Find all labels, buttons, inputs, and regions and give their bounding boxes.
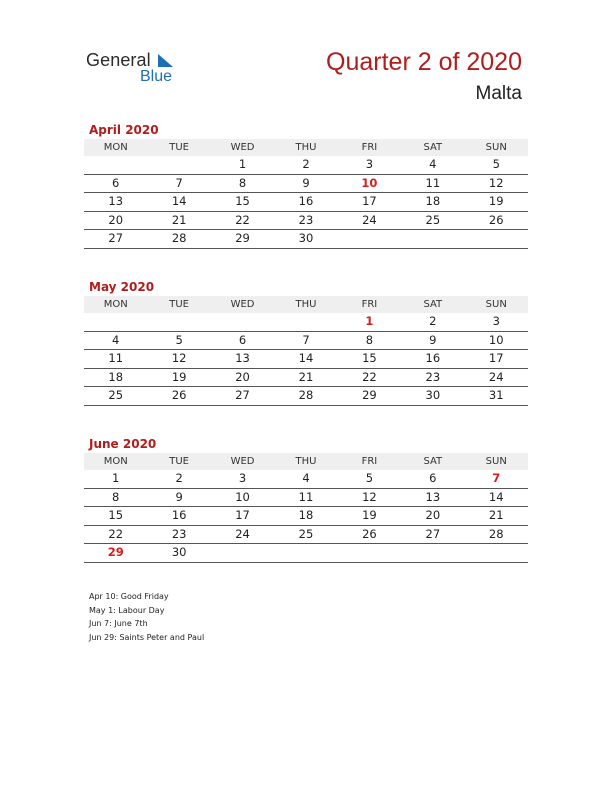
weekday-label: SAT [423,142,443,153]
day-cell: 27 [108,231,124,245]
holiday-day-cell: 29 [107,545,124,559]
page-title: Quarter 2 of 2020 [326,48,522,76]
day-cell: 29 [235,231,250,245]
week-row [84,332,528,351]
day-cell: 27 [425,526,441,541]
day-cell: 17 [488,351,504,365]
weekday-label: FRI [361,142,378,153]
weekday-label: SAT [423,456,443,467]
weekday-label: TUE [169,299,189,310]
day-cell: 14 [298,351,314,365]
weekday-label: SUN [485,142,507,153]
logo-general-text: General [86,50,151,70]
week-row [84,175,528,194]
day-cell [147,156,210,174]
weekday-label: TUE [169,456,189,467]
day-cell: 15 [108,508,124,522]
day-cell: 8 [238,175,247,190]
week-row [84,507,528,526]
day-cell: 27 [235,388,250,402]
day-cell: 15 [235,194,250,208]
day-cell: 23 [425,369,441,384]
day-cell: 6 [429,471,437,485]
weekday-label: THU [295,142,317,153]
day-cell: 29 [362,388,377,402]
day-cell: 21 [171,212,187,227]
day-cell: 26 [362,526,377,541]
day-cell: 31 [488,388,504,402]
weekday-label: SAT [423,299,443,310]
day-cell: 12 [171,351,187,365]
day-cell [211,544,274,562]
holiday-note: Jun 7: June 7th [89,619,148,628]
day-cell: 11 [108,351,124,365]
weekday-label: SUN [485,456,507,467]
weekday-label: THU [295,299,317,310]
week-row [84,313,528,332]
day-cell: 18 [108,369,124,384]
day-cell: 13 [425,489,441,504]
day-cell [465,544,528,562]
day-cell: 3 [492,314,500,328]
day-cell: 18 [298,508,314,522]
day-cell: 10 [488,332,504,347]
logo-triangle-icon [156,52,174,68]
day-cell: 24 [362,212,377,227]
week-row [84,193,528,212]
day-cell: 30 [425,388,441,402]
day-cell: 2 [429,314,437,328]
holiday-notes [89,590,204,644]
day-cell: 6 [238,332,247,347]
day-cell [338,544,401,562]
day-cell: 11 [298,489,314,504]
day-cell: 21 [488,508,504,522]
day-cell: 14 [488,489,504,504]
day-cell [465,230,528,248]
day-cell: 28 [298,388,314,402]
day-cell: 26 [488,212,504,227]
day-cell: 2 [302,157,310,171]
day-cell [274,544,337,562]
weekday-label: MON [103,299,128,310]
logo-blue-text: Blue [140,68,173,85]
weekday-label: WED [230,456,255,467]
weekday-label: MON [103,456,128,467]
day-cell: 18 [425,194,441,208]
month-title: May 2020 [89,280,155,294]
day-cell: 25 [298,526,314,541]
day-cell: 13 [108,194,124,208]
day-cell: 5 [492,157,500,171]
weekday-label: FRI [361,456,378,467]
weekday-label: MON [103,142,128,153]
day-cell: 5 [175,332,183,347]
day-cell: 24 [488,369,504,384]
day-cell: 8 [112,489,120,504]
month-calendar [84,122,528,249]
day-cell [401,544,464,562]
day-cell: 20 [425,508,441,522]
weekday-label: WED [230,299,255,310]
day-cell: 4 [429,157,437,171]
day-cell: 30 [171,545,187,559]
month-calendar [84,436,528,563]
holiday-note: May 1: Labour Day [89,605,165,615]
week-row [84,350,528,369]
day-cell: 23 [298,212,314,227]
day-cell: 28 [488,526,504,541]
day-cell: 15 [362,351,377,365]
day-cell: 10 [235,489,250,504]
day-cell: 14 [171,194,187,208]
day-cell: 20 [235,369,250,384]
month-title: June 2020 [89,437,157,451]
day-cell: 17 [235,508,250,522]
day-cell: 22 [362,369,377,384]
month-title: April 2020 [89,123,159,137]
day-cell: 16 [298,194,314,208]
day-cell: 20 [108,212,124,227]
country-name: Malta [475,83,522,104]
day-cell: 26 [171,388,187,402]
weekday-label: SUN [485,299,507,310]
day-cell: 16 [171,508,187,522]
weekday-header-row [84,139,528,156]
day-cell: 23 [171,526,187,541]
day-cell: 21 [298,369,314,384]
day-cell: 19 [362,508,377,522]
holiday-day-cell: 7 [492,471,501,485]
weekday-label: TUE [169,142,189,153]
day-cell: 4 [112,332,120,347]
day-cell: 9 [302,175,310,190]
day-cell: 19 [488,194,504,208]
week-row [84,387,528,406]
day-cell: 9 [429,332,437,347]
day-cell: 25 [108,388,124,402]
day-cell: 3 [238,471,247,485]
day-cell: 25 [425,212,441,227]
day-cell: 13 [235,351,250,365]
day-cell [274,313,337,331]
day-cell: 5 [365,471,374,485]
day-cell [211,313,274,331]
holiday-day-cell: 1 [365,314,374,328]
day-cell: 30 [298,231,314,245]
day-cell [401,230,464,248]
week-row [84,544,528,563]
day-cell [147,313,210,331]
week-row [84,230,528,249]
weekday-label: FRI [361,299,378,310]
day-cell: 16 [425,351,441,365]
day-cell: 12 [488,175,504,190]
day-cell: 4 [302,471,310,485]
day-cell: 2 [175,471,183,485]
week-row [84,212,528,231]
day-cell: 8 [365,332,374,347]
day-cell: 1 [112,471,120,485]
weekday-header-row [84,296,528,313]
week-row [84,470,528,489]
week-row [84,369,528,388]
logo [86,50,186,90]
day-cell: 7 [302,332,310,347]
weekday-header-row [84,453,528,470]
week-row [84,156,528,175]
weekday-label: THU [295,456,317,467]
day-cell: 12 [362,489,377,504]
holiday-note: Apr 10: Good Friday [89,592,169,601]
holiday-day-cell: 10 [361,175,378,190]
day-cell: 6 [112,175,120,190]
month-calendar [84,279,528,406]
day-cell [84,313,147,331]
weekday-label: WED [230,142,255,153]
holiday-note: Jun 29: Saints Peter and Paul [89,632,205,642]
day-cell: 1 [238,157,247,171]
week-row [84,489,528,508]
day-cell [84,156,147,174]
day-cell: 28 [171,231,187,245]
day-cell: 7 [175,175,183,190]
day-cell: 22 [108,526,124,541]
day-cell: 22 [235,212,250,227]
week-row [84,526,528,545]
day-cell: 19 [171,369,187,384]
day-cell: 11 [425,175,441,190]
day-cell: 3 [365,157,374,171]
day-cell: 17 [362,194,377,208]
day-cell: 9 [175,489,183,504]
day-cell [338,230,401,248]
day-cell: 24 [235,526,250,541]
